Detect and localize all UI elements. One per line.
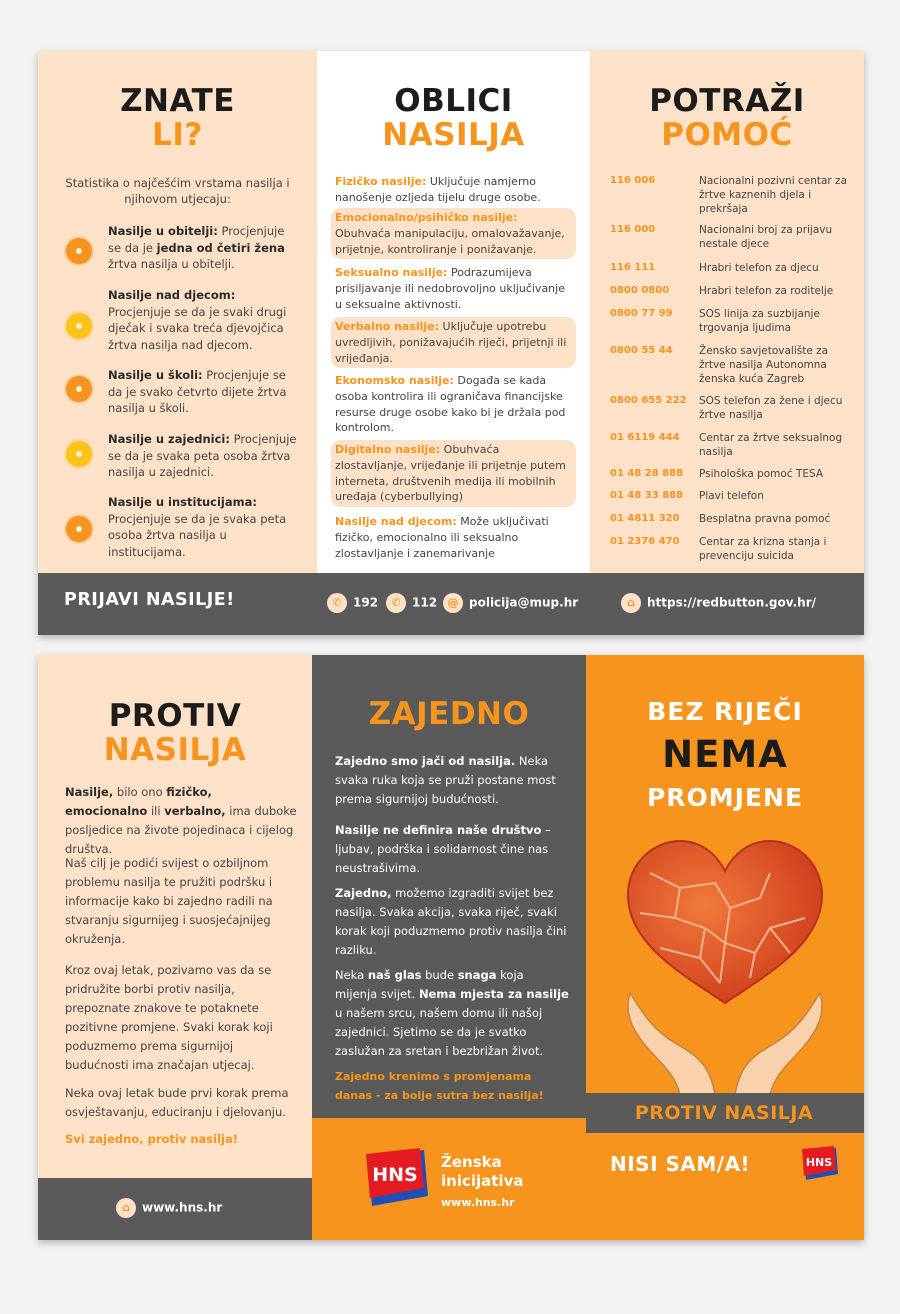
helpline-desc: Centar za žrtve seksualnog nasilja [699, 432, 843, 458]
website-bar [38, 1178, 312, 1240]
bullet-icon [66, 238, 92, 264]
bez-rijeci-panel [586, 655, 864, 1240]
violence-form-item: Fizičko nasilje: Uključuje namjerno nanošenje ozljeda tijelu druge osobe. [335, 175, 541, 204]
paragraph: Naš cilj je podići svijest o ozbiljnom problemu nasilja te pružiti podršku i informacije kako bi zajedno radili na stvaranju sigurnijeg i suosjećajnijeg okruženja. [65, 856, 273, 946]
slogan: Svi zajedno, protiv nasilja! [65, 1132, 238, 1146]
helpline-number[interactable]: 116 000 [610, 224, 656, 235]
panel-title: PROTIV NASILJA [103, 698, 247, 768]
zajedno-panel [312, 655, 586, 1240]
website-link[interactable]: ⌂ www.hns.hr [116, 1198, 222, 1218]
protiv-nasilja-banner: PROTIV NASILJA [586, 1093, 864, 1133]
helpline-number[interactable]: 0800 77 99 [610, 308, 673, 319]
stat-item: Nasilje u institucijama: Procjenjuje se da je svaka peta osoba žrtva nasilja u institucijama. [108, 495, 287, 559]
broken-heart-in-hands-illustration [620, 833, 830, 1095]
hns-small-logo-icon [800, 1146, 840, 1182]
bottom-leaflet [38, 655, 864, 1240]
phone-192[interactable]: ✆ 192 [327, 593, 378, 613]
bullet-icon [66, 441, 92, 467]
bullet-icon [66, 376, 92, 402]
helpline-desc: Centar za krizna stanja i prevenciju suicida [699, 536, 827, 562]
helpline-desc: SOS telefon za žene i djecu žrtve nasilja [699, 395, 843, 421]
svg-text:HNS: HNS [805, 1156, 833, 1169]
org-logo-block [312, 1118, 586, 1240]
at-icon: @ [443, 593, 463, 613]
headline-line1: BEZ RIJEČI [647, 697, 803, 726]
phone-icon: ✆ [386, 593, 406, 613]
violence-form-item: Seksualno nasilje: Podrazumijeva prisiljavanje ili nedobrovoljno uključivanje u seksualne aktivnosti. [335, 266, 565, 311]
email-link[interactable]: @ policija@mup.hr [443, 593, 578, 613]
bullet-icon [66, 516, 92, 542]
violence-form-item: Verbalno nasilje: Uključuje upotrebu uvredljivih, ponižavajućih riječi, prijetnji ili vrijeđanja. [331, 317, 576, 368]
znate-li-panel [38, 51, 317, 635]
oblici-nasilja-panel [317, 51, 590, 635]
panel-title: ZAJEDNO [368, 696, 530, 732]
helpline-number[interactable]: 0800 0800 [610, 285, 670, 296]
redbutton-link[interactable]: ⌂ https://redbutton.gov.hr/ [621, 593, 816, 613]
protiv-nasilja-panel [38, 655, 312, 1240]
helpline-number[interactable]: 01 4811 320 [610, 513, 680, 524]
paragraph: Zajedno smo jači od nasilja. Neka svaka ruka koja se pruži postane most prema sigurnijoj budućnosti. [335, 754, 556, 806]
hns-logo-icon [362, 1148, 432, 1210]
helpline-desc: Žensko savjetovalište za žrtve nasilja Autonomna ženska kuća Zagreb [699, 345, 829, 385]
panel-title: ZNATE LI? [120, 83, 235, 153]
report-violence-label: PRIJAVI NASILJE! [64, 590, 235, 610]
potrazi-pomoc-panel [590, 51, 864, 635]
call-to-action: Zajedno krenimo s promjenama danas - za bolje sutra bez nasilja! [335, 1070, 544, 1102]
paragraph: Neka ovaj letak bude prvi korak prema osvještavanju, educiranju i djelovanju. [65, 1086, 289, 1119]
contact-bar [38, 573, 864, 635]
home-icon: ⌂ [116, 1198, 136, 1218]
helpline-desc: SOS linija za suzbijanje trgovanja ljudima [699, 308, 820, 334]
bullet-icon [66, 313, 92, 339]
svg-text:HNS: HNS [372, 1164, 418, 1186]
stat-item: Nasilje u obitelji: Procjenjuje se da je jedna od četiri žena žrtva nasilja u obitelji. [108, 224, 285, 271]
panel-title: OBLICI NASILJA [382, 83, 525, 153]
helpline-number[interactable]: 01 2376 470 [610, 536, 680, 547]
helpline-desc: Plavi telefon [699, 490, 764, 502]
violence-form-item: Emocionalno/psihičko nasilje: Obuhvaća manipulaciju, omalovažavanje, prijetnje, kontroliranje i ponižavanje. [331, 208, 576, 259]
paragraph: Kroz ovaj letak, pozivamo vas da se pridružite borbi protiv nasilja, prepoznate znakove te potaknete pozitivne promjene. Svaki korak koji poduzmemo prema sigurnijoj budućnosti ima značajan utjecaj. [65, 963, 273, 1072]
helpline-number[interactable]: 0800 55 44 [610, 345, 673, 356]
phone-icon: ✆ [327, 593, 347, 613]
helpline-number[interactable]: 0800 655 222 [610, 395, 687, 406]
helpline-number[interactable]: 01 48 28 888 [610, 468, 684, 479]
violence-form-item: Nasilje nad djecom: Može uključivati fizičko, emocionalno ili seksualno zlostavljanje i zanemarivanje [335, 515, 549, 560]
phone-112[interactable]: ✆ 112 [386, 593, 437, 613]
org-website[interactable]: www.hns.hr [441, 1196, 515, 1209]
home-icon: ⌂ [621, 593, 641, 613]
helpline-desc: Besplatna pravna pomoć [699, 513, 831, 525]
helpline-number[interactable]: 01 48 33 888 [610, 490, 684, 501]
violence-form-item: Digitalno nasilje: Obuhvaća zlostavljanje, vrijeđanje ili prijetnje putem interneta, društvenih medija ili mobilnih uređaja (cyberbullying) [331, 440, 576, 507]
headline-line2: NEMA [662, 733, 788, 776]
intro-text: Statistika o najčešćim vrstama nasilja i njihovom utjecaju: [65, 176, 290, 206]
helpline-number[interactable]: 116 111 [610, 262, 656, 273]
org-name: Ženska inicijativa [441, 1153, 524, 1190]
headline-line3: PROMJENE [646, 783, 804, 812]
nisi-sam-slogan: NISI SAM/A! [610, 1152, 751, 1176]
paragraph: Neka naš glas bude snaga koja mijenja svijet. Nema mjesta za nasilje u našem srcu, našem domu ili našoj zajednici. Sjetimo se da je svatko zaslužan za sretan i bezbrižan život. [335, 968, 569, 1058]
top-leaflet [38, 51, 864, 635]
stat-item: Nasilje nad djecom: Procjenjuje se da je svaki drugi dječak i svaka treća djevojčica žrtva nasilja nad djecom. [108, 288, 287, 352]
helpline-desc: Nacionalni broj za prijavu nestale djece [699, 224, 833, 250]
helpline-desc: Hrabri telefon za roditelje [699, 285, 834, 297]
helpline-number[interactable]: 116 006 [610, 175, 656, 186]
stat-item: Nasilje u zajednici: Procjenjuje se da je svaka peta osoba žrtva nasilja u zajednici. [108, 432, 297, 479]
paragraph: Nasilje, bilo ono fizičko, emocionalno ili verbalno, ima duboke posljedice na živote pojedinaca i cijelog društva. [65, 785, 297, 856]
panel-title: POTRAŽI POMOĆ [649, 83, 805, 153]
paragraph: Zajedno, možemo izgraditi svijet bez nasilja. Svaka akcija, svaka riječ, svaki korak koji poduzmemo protiv nasilja čini razliku. [335, 886, 567, 957]
helpline-desc: Psihološka pomoć TESA [699, 468, 824, 480]
stat-item: Nasilje u školi: Procjenjuje se da je svako četvrto dijete žrtva nasilja u školi. [108, 368, 287, 415]
violence-form-item: Ekonomsko nasilje: Događa se kada osoba kontrolira ili ograničava financijske resurse druge osobe kako bi je držala pod kontrolom. [335, 374, 566, 435]
helpline-number[interactable]: 01 6119 444 [610, 432, 680, 443]
paragraph: Nasilje ne definira naše društvo – ljubav, podrška i solidarnost čine nas neustrašivima. [335, 823, 551, 875]
helpline-desc: Hrabri telefon za djecu [699, 262, 819, 274]
helpline-desc: Nacionalni pozivni centar za žrtve kaznenih djela i prekršaja [699, 175, 847, 215]
